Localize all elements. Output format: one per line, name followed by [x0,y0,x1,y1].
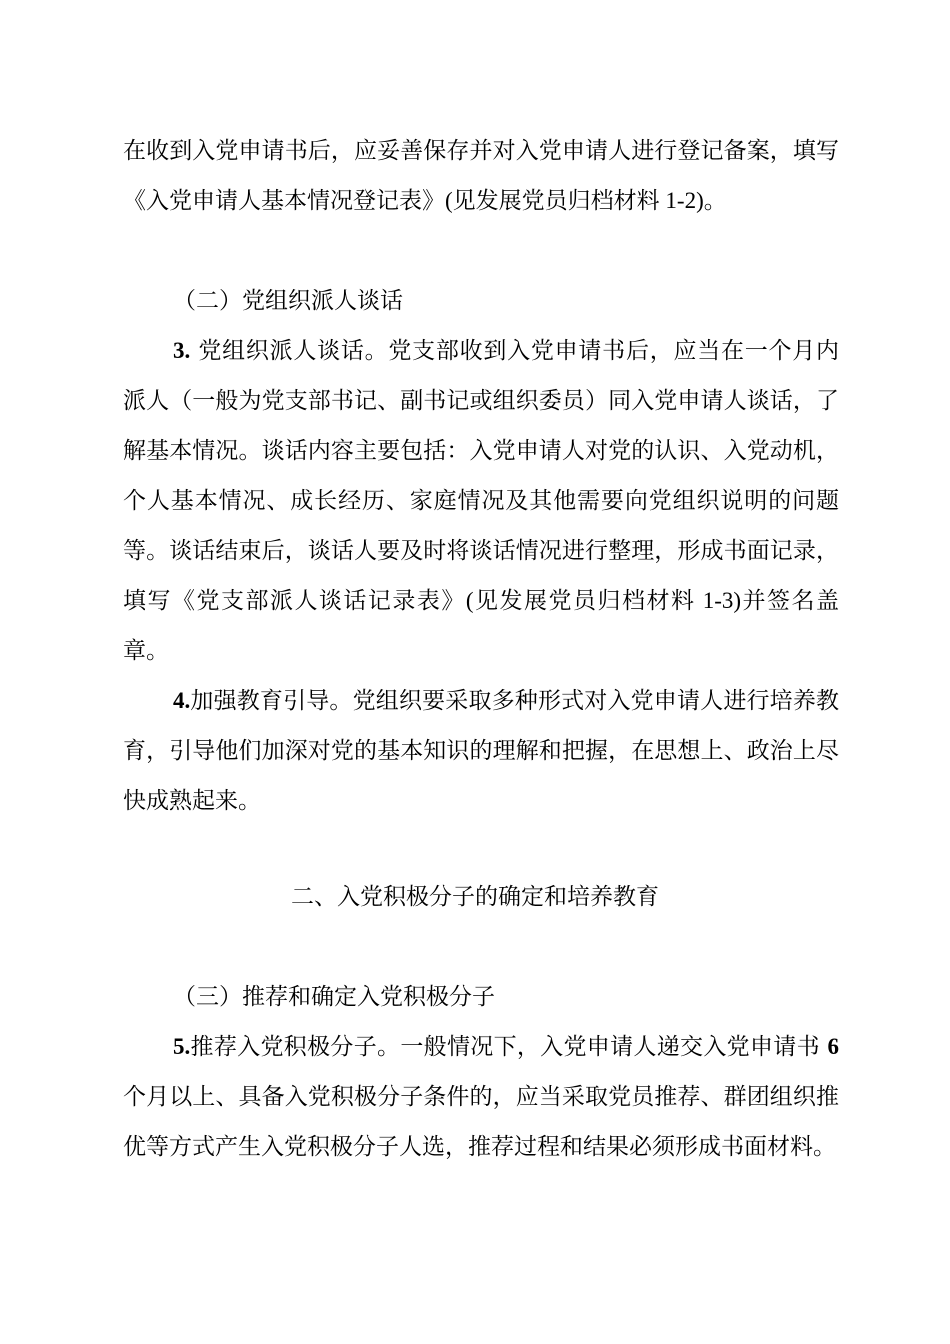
section-2-title: 二、入党积极分子的确定和培养教育 [291,884,659,910]
paragraph-5-six: 6 [827,1034,839,1059]
paragraph-5-text-b: 个月以上、具备入党积极分子条件的，应当采取党员推荐、群团组织推优等方式产生入党积极分子人选，推荐过程和结果必须形成书面材料。 [123,1084,839,1160]
paragraph-3-end: 并签名盖章。 [123,588,839,664]
paragraph-5-text-a: 推荐入党积极分子。一般情况下，入党申请人递交入党申请书 [190,1034,828,1060]
paragraph-5 [123,1022,839,1172]
paragraph-4-text: 加强教育引导。党组织要采取多种形式对入党申请人进行培养教育，引导他们加深对党的基本知识的理解和把握，在思想上、政治上尽快成熟起来。 [123,688,839,814]
paragraph-4-number: 4. [173,688,191,713]
subheading-3: （三）推荐和确定入党积极分子 [173,984,495,1010]
paragraph-3-number: 3. [173,338,191,363]
paragraph-registration [123,126,839,226]
paragraph-registration-end: 。 [703,188,727,214]
paragraph-registration-reference: (见发展党员归档材料 1-2) [445,188,704,213]
paragraph-5-number: 5. [173,1034,191,1059]
paragraph-3-reference: (见发展党员归档材料 1-3) [465,588,742,613]
paragraph-4 [123,676,839,826]
subheading-2: （二）党组织派人谈话 [173,288,403,314]
paragraph-3-text: 党组织派人谈话。党支部收到入党申请书后，应当在一个月内派人（一般为党支部书记、副书记或组织委员）同入党申请人谈话，了解基本情况。谈话内容主要包括：入党申请人对党的认识、入党动机，个人基本情况、成长经历、家庭情况及其他需要向党组织说明的问题等。谈话结束后，谈话人要及时将谈话情况进行整理，形成书面记录，填写《党支部派人谈话记录表》 [123,338,839,614]
paragraph-registration-text: 在收到入党申请书后，应妥善保存并对入党申请人进行登记备案，填写《入党申请人基本情况登记表》 [123,138,839,214]
paragraph-3 [123,326,839,676]
